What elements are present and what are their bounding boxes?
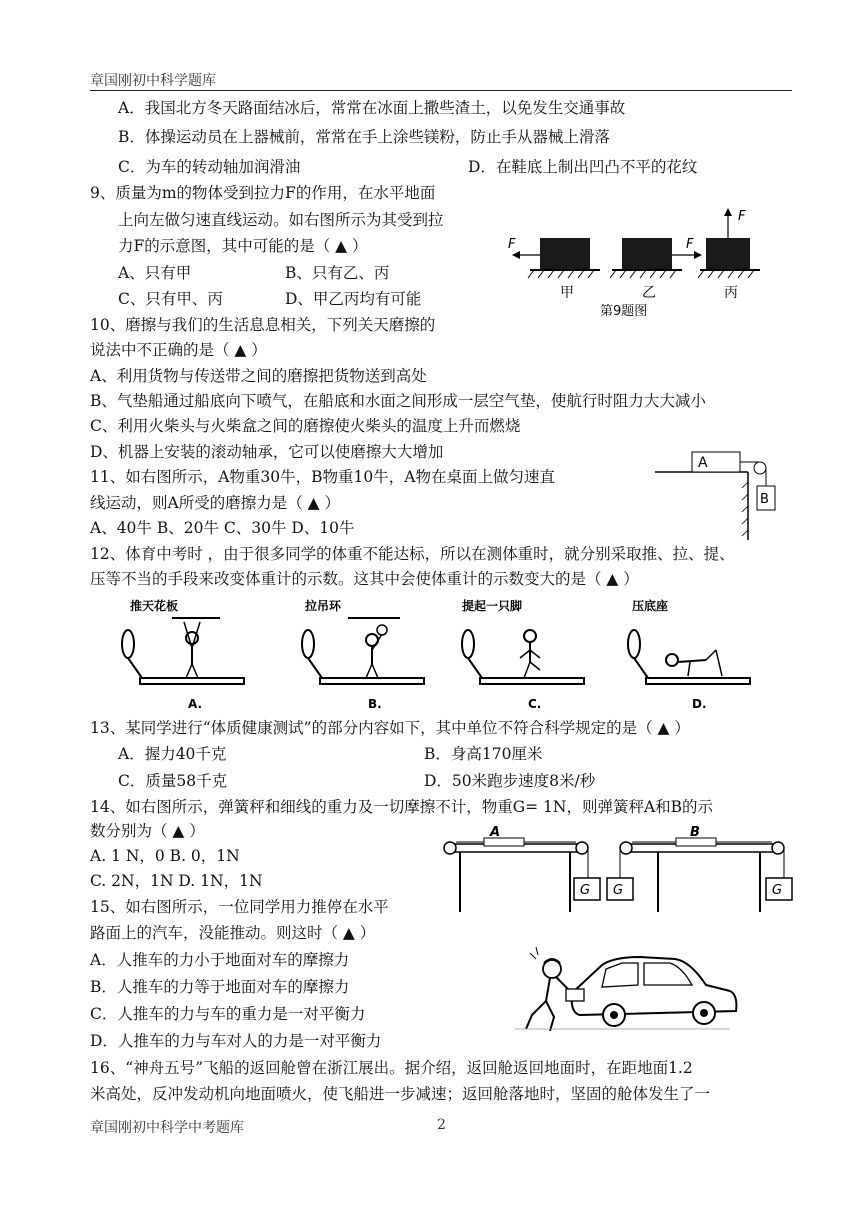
label-g-3: G — [772, 883, 783, 898]
q10-stem-1: 10、磨擦与我们的生活息息相关，下列关天磨擦的 — [90, 316, 436, 334]
q12-stem-1: 12、体育中考时 ，由于很多同学的体重不能达标，所以在测体重时，就分别采取推、拉、提、 — [90, 545, 735, 563]
q13-option-b: B．身高170厘米 — [424, 745, 543, 763]
q11-figure — [650, 444, 790, 544]
letter-c: C. — [528, 697, 542, 711]
q10-option-a: A、利用货物与传送带之间的磨擦把货物送到高处 — [90, 367, 427, 385]
q14-stem-2: 数分别为（ ▲ ） — [90, 822, 205, 840]
q14-options-ab: A. 1 N，0 B. 0，1N — [90, 847, 240, 865]
q9-option-a: A、只有甲 — [118, 264, 192, 282]
q15-option-c: C．人推车的力与车的重力是一对平衡力 — [90, 1005, 366, 1023]
q11-stem-1: 11、如右图所示，A物重30牛，B物重10牛，A物在桌面上做匀速直 — [90, 468, 555, 486]
force-label-yi: F — [686, 237, 694, 252]
label-bing: 丙 — [724, 285, 738, 301]
letter-d: D. — [692, 697, 707, 711]
caption-c: 提起一只脚 — [462, 599, 523, 613]
figure-caption: 第9题图 — [600, 304, 648, 319]
letter-b: B. — [368, 697, 382, 711]
force-label-bing: F — [738, 209, 746, 224]
q16-stem-1: 16、“神舟五号”飞船的返回舱曾在浙江展出。据介绍，返回舱返回地面时，在距地面1.2 — [90, 1059, 693, 1077]
q12-stem-2: 压等不当的手段来改变体重计的示数。这其中会使体重计的示数变大的是（ ▲ ） — [90, 570, 639, 588]
q14-options-cd: C. 2N，1N D. 1N，1N — [90, 872, 263, 890]
q13-option-a: A．握力40千克 — [118, 745, 227, 763]
label-spring-a: A — [490, 825, 501, 840]
q15-stem-2: 路面上的汽车，没能推动。则这时（ ▲ ） — [90, 924, 376, 942]
q13-option-c: C．质量58千克 — [118, 772, 228, 790]
q14-stem-1: 14、如右图所示，弹簧秤和细线的重力及一切摩擦不计，物重G= 1N，则弹簧秤A和B的示 — [90, 798, 714, 816]
pulley — [754, 462, 766, 474]
panel-b — [302, 598, 424, 711]
q13-option-d: D．50米跑步速度8米/秒 — [424, 772, 596, 790]
q11-stem-2: 线运动，则A所受的磨擦力是（ ▲ ） — [90, 494, 340, 512]
q13-stem: 13、某同学进行“体质健康测试”的部分内容如下，其中单位不符合科学规定的是（ ▲ ） — [90, 719, 690, 737]
q9-figure — [500, 200, 790, 320]
q10-option-c: C、利用火柴头与火柴盒之间的磨擦使火柴头的温度上升而燃烧 — [90, 417, 521, 435]
label-jia: 甲 — [560, 285, 574, 301]
q15-stem-1: 15、如右图所示，一位同学用力推停在水平 — [90, 898, 389, 916]
q12-figure — [110, 596, 750, 712]
page-number: 2 — [437, 1117, 446, 1133]
q9-stem-3: 力F的示意图，其中可能的是（ ▲ ） — [118, 237, 368, 255]
block-bing — [706, 238, 750, 270]
label-b: B — [760, 492, 769, 507]
q9-option-d: D、甲乙丙均有可能 — [285, 290, 422, 308]
q9-option-c: C、只有甲、丙 — [118, 290, 223, 308]
label-g-1: G — [580, 883, 591, 898]
q10-stem-2: 说法中不正确的是（ ▲ ） — [90, 341, 267, 359]
q14-figure — [440, 826, 796, 916]
panel-c — [462, 598, 584, 711]
q8-option-d: D．在鞋底上制出凹凸不平的花纹 — [468, 158, 698, 176]
q10-option-b: B、气垫船通过船底向下喷气，在船底和水面之间形成一层空气垫，使航行时阻力大大减小 — [90, 392, 706, 410]
label-g-2: G — [613, 883, 624, 898]
q8-option-b: B．体操运动员在上器械前，常常在手上涂些镁粉，防止手从器械上滑落 — [118, 128, 610, 146]
block-yi — [622, 238, 672, 270]
label-yi: 乙 — [642, 285, 656, 301]
q11-options: A、40牛 B、20牛 C、30牛 D、10牛 — [90, 519, 355, 537]
label-spring-b: B — [690, 825, 700, 840]
q15-option-a: A．人推车的力小于地面对车的摩擦力 — [90, 951, 350, 969]
caption-a: 推天花板 — [130, 599, 179, 613]
q15-figure-car — [510, 945, 740, 1035]
panel-a — [122, 598, 244, 711]
caption-b: 拉吊环 — [305, 599, 342, 613]
q8-option-c: C．为车的转动轴加润滑油 — [118, 158, 301, 176]
q9-stem-1: 9、质量为m的物体受到拉力F的作用，在水平地面 — [90, 184, 436, 202]
page-header: 章国刚初中科学题库 — [90, 73, 216, 89]
q16-stem-2: 米高处，反冲发动机向地面喷火，使飞船进一步减速；返回舱落地时，坚固的舱体发生了一 — [90, 1085, 711, 1103]
page-footer: 章国刚初中科学中考题库 — [90, 1120, 244, 1136]
q9-option-b: B、只有乙、丙 — [285, 264, 390, 282]
label-a: A — [698, 455, 708, 471]
header-rule — [90, 90, 792, 91]
q8-option-a: A．我国北方冬天路面结冰后，常常在冰面上撒些渣土，以免发生交通事故 — [118, 99, 626, 117]
force-label-jia: F — [508, 237, 516, 252]
caption-d: 压底座 — [632, 599, 669, 613]
q15-option-b: B．人推车的力等于地面对车的摩擦力 — [90, 978, 350, 996]
letter-a: A. — [188, 697, 203, 711]
q15-option-d: D．人推车的力与车对人的力是一对平衡力 — [90, 1032, 382, 1050]
q10-option-d: D、机器上安装的滚动轴承，它可以使磨擦大大增加 — [90, 443, 444, 461]
block-jia — [540, 238, 590, 270]
panel-d — [628, 598, 750, 711]
q9-stem-2: 上向左做匀速直线运动。如右图所示为其受到拉 — [118, 211, 444, 229]
